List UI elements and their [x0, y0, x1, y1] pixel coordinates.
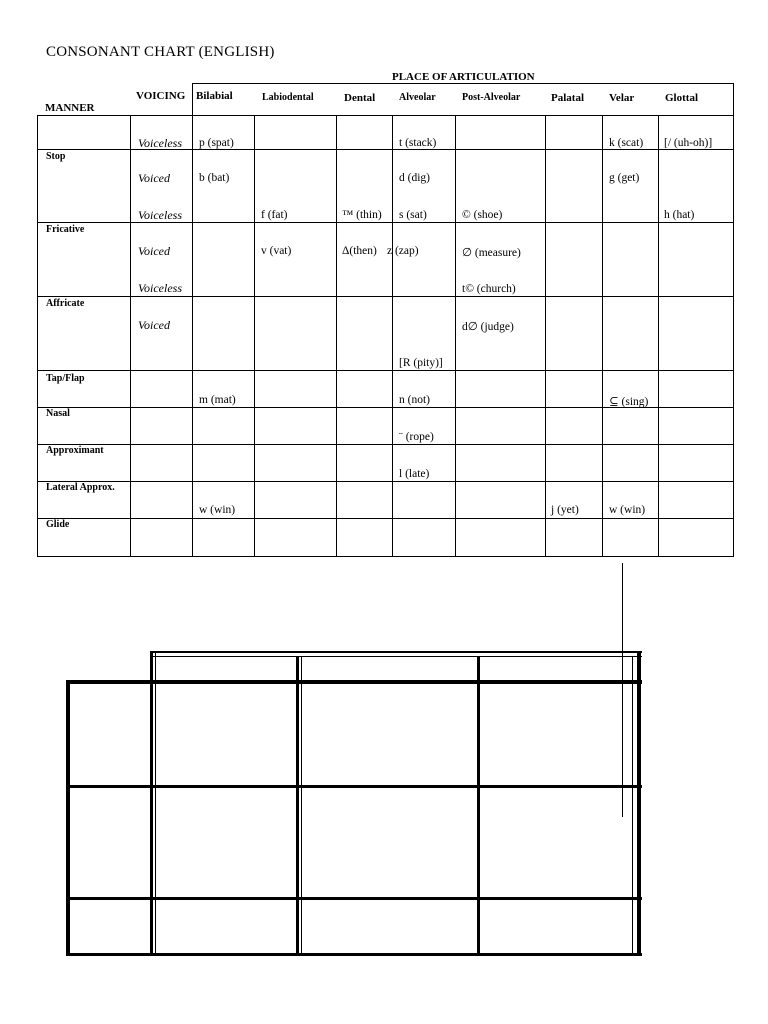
- col-rule-dental: [336, 115, 337, 557]
- grid-right-border: [637, 651, 641, 956]
- col-header-bilabial: Bilabial: [196, 90, 233, 102]
- cell-affricate-voiceless-postalveolar: t© (church): [462, 283, 516, 295]
- col-rule-voicing: [130, 115, 131, 557]
- manner-fricative: Fricative: [46, 224, 85, 235]
- cell-nasal-bilabial: m (mat): [199, 394, 236, 406]
- cell-nasal-alveolar: n (not): [399, 394, 430, 406]
- voicing-fricative-voiced: Voiced: [138, 244, 170, 258]
- col-rule-glottal: [658, 115, 659, 557]
- voicing-stop-voiceless: Voiceless: [138, 136, 182, 150]
- manner-approximant: Approximant: [46, 445, 104, 456]
- cell-stop-voiced-alveolar: d (dig): [399, 172, 430, 184]
- cell-fricative-voiceless-alveolar: s (sat): [399, 209, 427, 221]
- chart-left-border: [37, 115, 38, 557]
- chart-bottom-border: [37, 556, 734, 557]
- cell-approximant-alveolar: ¨ (rope): [399, 431, 434, 443]
- col-header-velar: Velar: [609, 92, 635, 104]
- cell-fricative-voiceless-postalveolar: © (shoe): [462, 209, 503, 221]
- row-rule-tap: [37, 370, 734, 371]
- cell-fricative-voiced-labiodental: v (vat): [261, 245, 292, 257]
- col-rule-bilabial: [192, 83, 193, 557]
- col-header-alveolar: Alveolar: [399, 92, 436, 103]
- row-rule-affricate: [37, 296, 734, 297]
- cell-stop-voiceless-glottal: [/ (uh-oh)]: [664, 137, 713, 149]
- grid-col-rule-3: [477, 656, 480, 956]
- cell-tap-alveolar: [R (pity)]: [399, 357, 443, 369]
- grid-left-border: [66, 680, 70, 956]
- col-rule-velar: [602, 115, 603, 557]
- cell-nasal-velar: ⊆ (sing): [609, 396, 649, 408]
- document-title: CONSONANT CHART (ENGLISH): [46, 44, 275, 60]
- cell-stop-voiced-velar: g (get): [609, 172, 640, 184]
- chart-right-border: [733, 83, 734, 557]
- manner-label: MANNER: [45, 102, 95, 114]
- row-rule-approximant: [37, 444, 734, 445]
- cell-fricative-voiced-postalveolar: ∅ (measure): [462, 247, 521, 259]
- manner-affricate: Affricate: [46, 298, 85, 309]
- manner-stop: Stop: [46, 151, 66, 162]
- manner-tap-flap: Tap/Flap: [46, 373, 85, 384]
- col-rule-palatal: [545, 115, 546, 557]
- cell-lateral-alveolar: l (late): [399, 468, 430, 480]
- grid-header-inner-line: [150, 656, 642, 657]
- grid-top-line: [150, 651, 642, 653]
- col-header-postalveolar: Post-Alveolar: [462, 92, 521, 103]
- cell-fricative-voiceless-glottal: h (hat): [664, 209, 695, 221]
- cell-glide-velar: w (win): [609, 504, 646, 516]
- grid-col-rule-2: [296, 656, 299, 956]
- cell-fricative-voiced-dental: Δ(then): [342, 245, 377, 257]
- stray-vertical-line: [622, 563, 623, 817]
- col-header-glottal: Glottal: [665, 92, 698, 104]
- col-header-palatal: Palatal: [551, 92, 584, 104]
- voicing-label: VOICING: [136, 90, 186, 102]
- grid-col-rule-2b: [301, 656, 302, 956]
- row-rule-lateral: [37, 481, 734, 482]
- chart-top-border: [192, 83, 734, 84]
- col-rule-labiodental: [254, 115, 255, 557]
- cell-fricative-voiceless-labiodental: f (fat): [261, 209, 288, 221]
- place-of-articulation-label: PLACE OF ARTICULATION: [392, 71, 535, 83]
- cell-fricative-voiced-alveolar: z (zap): [387, 245, 419, 257]
- voicing-fricative-voiceless: Voiceless: [138, 208, 182, 222]
- voicing-stop-voiced: Voiced: [138, 171, 170, 185]
- col-header-labiodental: Labiodental: [262, 92, 314, 103]
- grid-right-inner-line: [632, 656, 633, 956]
- manner-nasal: Nasal: [46, 408, 70, 419]
- col-rule-postalveolar: [455, 115, 456, 557]
- cell-stop-voiceless-velar: k (scat): [609, 137, 644, 149]
- manner-lateral-approx: Lateral Approx.: [46, 482, 115, 493]
- col-header-dental: Dental: [344, 92, 376, 104]
- voicing-affricate-voiceless: Voiceless: [138, 281, 182, 295]
- manner-glide: Glide: [46, 519, 70, 530]
- chart-header-rule: [37, 115, 734, 116]
- cell-glide-bilabial: w (win): [199, 504, 236, 516]
- cell-stop-voiced-bilabial: b (bat): [199, 172, 230, 184]
- grid-col-rule-1b: [155, 651, 156, 956]
- row-rule-glide: [37, 518, 734, 519]
- cell-stop-voiceless-bilabial: p (spat): [199, 137, 234, 149]
- cell-affricate-voiced-postalveolar: d∅ (judge): [462, 321, 514, 333]
- cell-glide-palatal: j (yet): [551, 504, 579, 516]
- grid-col-rule-1: [150, 651, 153, 956]
- cell-stop-voiceless-alveolar: t (stack): [399, 137, 437, 149]
- voicing-affricate-voiced: Voiced: [138, 318, 170, 332]
- col-rule-alveolar: [392, 115, 393, 557]
- cell-fricative-voiceless-dental: ™ (thin): [342, 209, 382, 221]
